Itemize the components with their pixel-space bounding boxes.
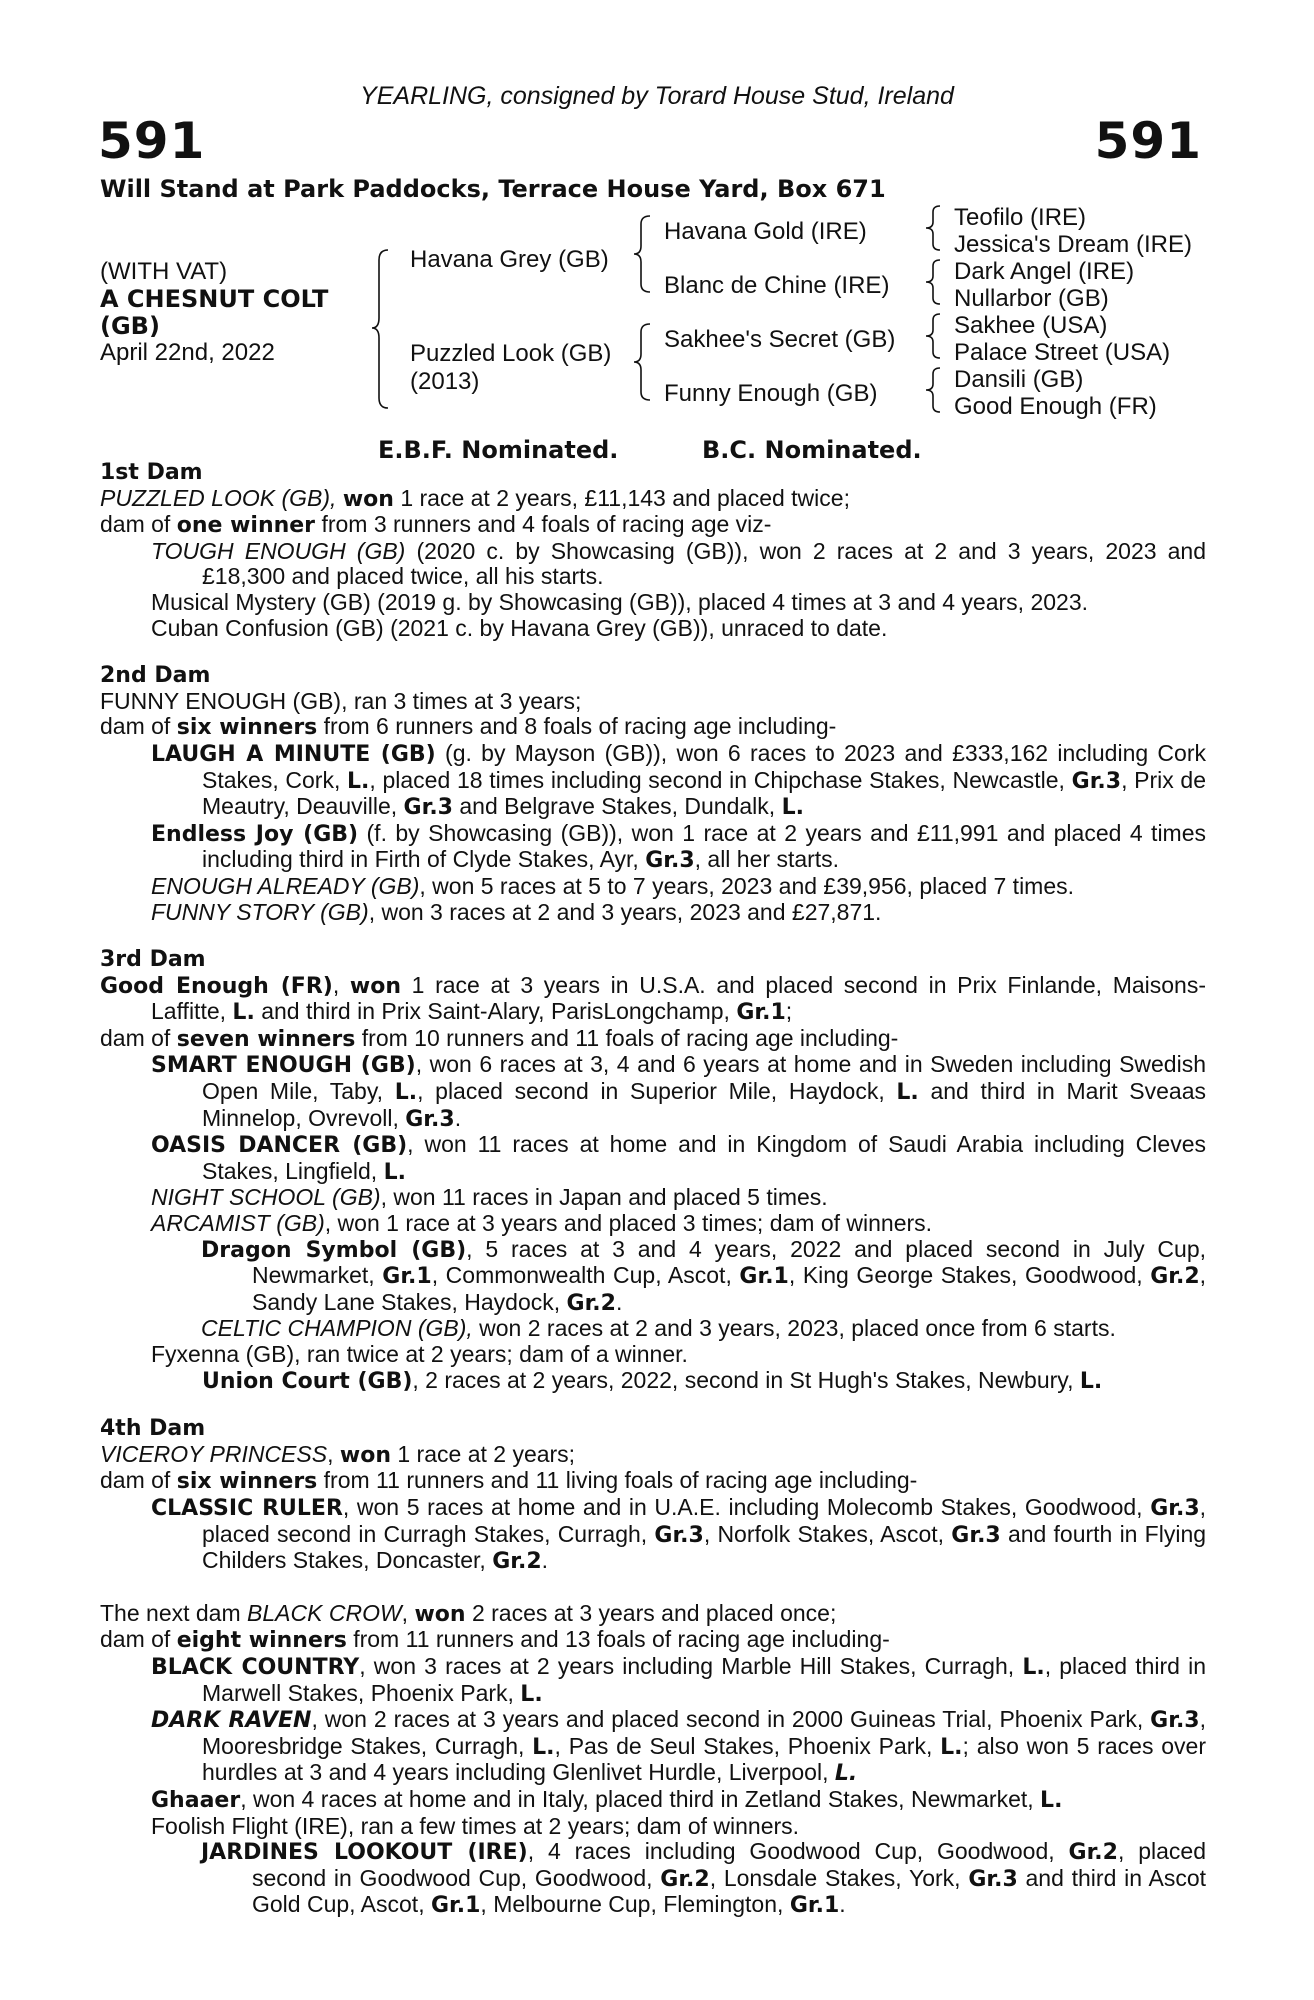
- next-dam-produce-summary: dam of eight winners from 11 runners and 13 foals of racing age including-: [100, 1626, 890, 1654]
- pedigree-sdd: Nullarbor (GB): [954, 285, 1109, 312]
- lot-number-right: 591: [1094, 112, 1202, 170]
- consignor-heading: YEARLING, consigned by Torard House Stud, Ireland: [360, 82, 954, 110]
- pedigree-dam-sire: Sakhee's Secret (GB): [664, 326, 896, 353]
- pedigree-sire-sire: Havana Gold (IRE): [664, 218, 867, 245]
- foaling-date: April 22nd, 2022: [100, 339, 275, 366]
- third-dam-heading: 3rd Dam: [100, 947, 206, 973]
- pedigree-ddd: Good Enough (FR): [954, 393, 1157, 420]
- third-dam-grand-progeny: Dragon Symbol (GB), 5 races at 3 and 4 years, 2022 and placed second in July Cup, Newmarket, Gr.1, Commonwealth Cup, Ascot, Gr.1, King George Stakes, Goodwood, Gr.2, Sandy Lane Stakes, Haydock, Gr.2.: [201, 1235, 1207, 1316]
- bc-nomination: B.C. Nominated.: [702, 436, 922, 464]
- pedigree-sss: Teofilo (IRE): [954, 204, 1087, 231]
- pedigree-sire: Havana Grey (GB): [410, 246, 609, 273]
- second-dam-heading: 2nd Dam: [100, 663, 211, 689]
- third-dam-progeny: NIGHT SCHOOL (GB), won 11 races in Japan and placed 5 times.: [151, 1184, 828, 1211]
- next-dam-progeny: BLACK COUNTRY, won 3 races at 2 years including Marble Hill Stakes, Curragh, L., placed third in Marwell Stakes, Phoenix Park, L.: [151, 1652, 1207, 1707]
- pedigree-ssd: Jessica's Dream (IRE): [954, 231, 1192, 258]
- pedigree-bracket-ds: [924, 312, 944, 362]
- pedigree-sds: Dark Angel (IRE): [954, 258, 1135, 285]
- third-dam-progeny: ARCAMIST (GB), won 1 race at 3 years and placed 3 times; dam of winners.: [151, 1210, 933, 1237]
- first-dam-progeny: Musical Mystery (GB) (2019 g. by Showcasing (GB)), placed 4 times at 3 and 4 years, 2023.: [151, 588, 1089, 615]
- second-dam-line: FUNNY ENOUGH (GB), ran 3 times at 3 years;: [100, 687, 582, 714]
- pedigree-dam-dam: Funny Enough (GB): [664, 380, 878, 407]
- first-dam-progeny: TOUGH ENOUGH (GB) (2020 c. by Showcasing (GB)), won 2 races at 2 and 3 years, 2023 and £18,300 and placed twice, all his starts.: [151, 537, 1207, 590]
- pedigree-bracket-sire: [632, 214, 654, 296]
- vat-label: (WITH VAT): [100, 258, 228, 285]
- third-dam-produce-summary: dam of seven winners from 10 runners and 11 foals of racing age including-: [100, 1024, 899, 1052]
- first-dam-heading: 1st Dam: [100, 460, 203, 485]
- pedigree-bracket-ss: [924, 204, 944, 254]
- next-dam-progeny: DARK RAVEN, won 2 races at 3 years and placed second in 2000 Guineas Trial, Phoenix Park, Gr.3, Mooresbridge Stakes, Curragh, L., Pas de Seul Stakes, Phoenix Park, L.; also won 5 races over hurdles at 3 and 4 years including Glenlivet Hurdle, Liverpool, L.: [151, 1706, 1206, 1787]
- pedigree-sire-dam: Blanc de Chine (IRE): [664, 272, 890, 299]
- pedigree-bracket-main: [370, 248, 392, 410]
- horse-origin: (GB): [100, 312, 160, 340]
- fourth-dam-progeny: CLASSIC RULER, won 5 races at home and in U.A.E. including Molecomb Stakes, Goodwood, Gr.3, placed second in Curragh Stakes, Curragh, Gr.3, Norfolk Stakes, Ascot, Gr.3 and fourth in Flying Childers Stakes, Doncaster, Gr.2.: [151, 1493, 1207, 1575]
- pedigree-dds: Dansili (GB): [954, 366, 1084, 393]
- third-dam-progeny: OASIS DANCER (GB), won 11 races at home and in Kingdom of Saudi Arabia including Cleves Stakes, Lingfield, L.: [151, 1131, 1206, 1185]
- stand-location: Will Stand at Park Paddocks, Terrace House Yard, Box 671: [100, 175, 886, 203]
- first-dam-produce-summary: dam of one winner from 3 runners and 4 foals of racing age viz-: [100, 511, 772, 539]
- pedigree-bracket-dam: [632, 322, 654, 404]
- next-dam-progeny: Foolish Flight (IRE), ran a few times at 2 years; dam of winners.: [151, 1812, 800, 1839]
- next-dam-line: The next dam BLACK CROW, won 2 races at 3 years and placed once;: [100, 1599, 837, 1627]
- third-dam-grand-progeny: CELTIC CHAMPION (GB), won 2 races at 2 and 3 years, 2023, placed once from 6 starts.: [201, 1315, 1116, 1342]
- next-dam-progeny: Ghaaer, won 4 races at home and in Italy, placed third in Zetland Stakes, Newmarket, L.: [151, 1785, 1063, 1813]
- third-dam-progeny: Fyxenna (GB), ran twice at 2 years; dam of a winner.: [151, 1341, 688, 1367]
- fourth-dam-produce-summary: dam of six winners from 11 runners and 11 living foals of racing age including-: [100, 1467, 918, 1495]
- third-dam-progeny: SMART ENOUGH (GB), won 6 races at 3, 4 and 6 years at home and in Sweden including Swedish Open Mile, Taby, L., placed second in Superior Mile, Haydock, L. and third in Marit Sveaas Minnelop, Ovrevoll, Gr.3.: [151, 1051, 1206, 1132]
- next-dam-grand-progeny: JARDINES LOOKOUT (IRE), 4 races including Goodwood Cup, Goodwood, Gr.2, placed second in Goodwood Cup, Goodwood, Gr.2, Lonsdale Stakes, York, Gr.3 and third in Ascot Gold Cup, Ascot, Gr.1, Melbourne Cup, Flemington, Gr.1.: [201, 1838, 1207, 1919]
- third-dam-grand-progeny: Union Court (GB), 2 races at 2 years, 2022, second in St Hugh's Stakes, Newbury, L.: [202, 1366, 1103, 1394]
- second-dam-produce-summary: dam of six winners from 6 runners and 8 foals of racing age including-: [100, 713, 837, 741]
- ebf-nomination: E.B.F. Nominated.: [378, 436, 619, 464]
- third-dam-line: Good Enough (FR), won 1 race at 3 years in U.S.A. and placed second in Prix Finlande, Maisons-Laffitte, L. and third in Prix Saint-Alary, ParisLongchamp, Gr.1;: [100, 971, 1207, 1026]
- pedigree-dam: Puzzled Look (GB): [410, 340, 612, 367]
- pedigree-dam-year: (2013): [410, 368, 480, 395]
- second-dam-progeny: LAUGH A MINUTE (GB) (g. by Mayson (GB)), won 6 races to 2023 and £333,162 including Cork Stakes, Cork, L., placed 18 times including second in Chipchase Stakes, Newcastle, Gr.3, Prix de Meautry, Deauville, Gr.3 and Belgrave Stakes, Dundalk, L.: [151, 739, 1207, 821]
- lot-number-left: 591: [98, 112, 206, 170]
- pedigree-bracket-dd: [924, 366, 944, 416]
- pedigree-dsd: Palace Street (USA): [954, 339, 1171, 366]
- produce-record: [100, 460, 1206, 1919]
- first-dam-progeny: Cuban Confusion (GB) (2021 c. by Havana Grey (GB)), unraced to date.: [151, 614, 888, 641]
- second-dam-progeny: Endless Joy (GB) (f. by Showcasing (GB)), won 1 race at 2 years and £11,991 and placed 4 times including third in Firth of Clyde Stakes, Ayr, Gr.3, all her starts.: [151, 819, 1207, 874]
- horse-name: A CHESNUT COLT: [100, 285, 329, 313]
- pedigree-dss: Sakhee (USA): [954, 312, 1108, 339]
- second-dam-progeny: ENOUGH ALREADY (GB), won 5 races at 5 to 7 years, 2023 and £39,956, placed 7 times.: [151, 872, 1075, 899]
- fourth-dam-line: VICEROY PRINCESS, won 1 race at 2 years;: [100, 1440, 576, 1468]
- fourth-dam-heading: 4th Dam: [100, 1416, 206, 1442]
- second-dam-progeny: FUNNY STORY (GB), won 3 races at 2 and 3 years, 2023 and £27,871.: [151, 898, 882, 925]
- first-dam-line: PUZZLED LOOK (GB), won 1 race at 2 years, £11,143 and placed twice;: [100, 484, 850, 512]
- pedigree-bracket-sd: [924, 258, 944, 308]
